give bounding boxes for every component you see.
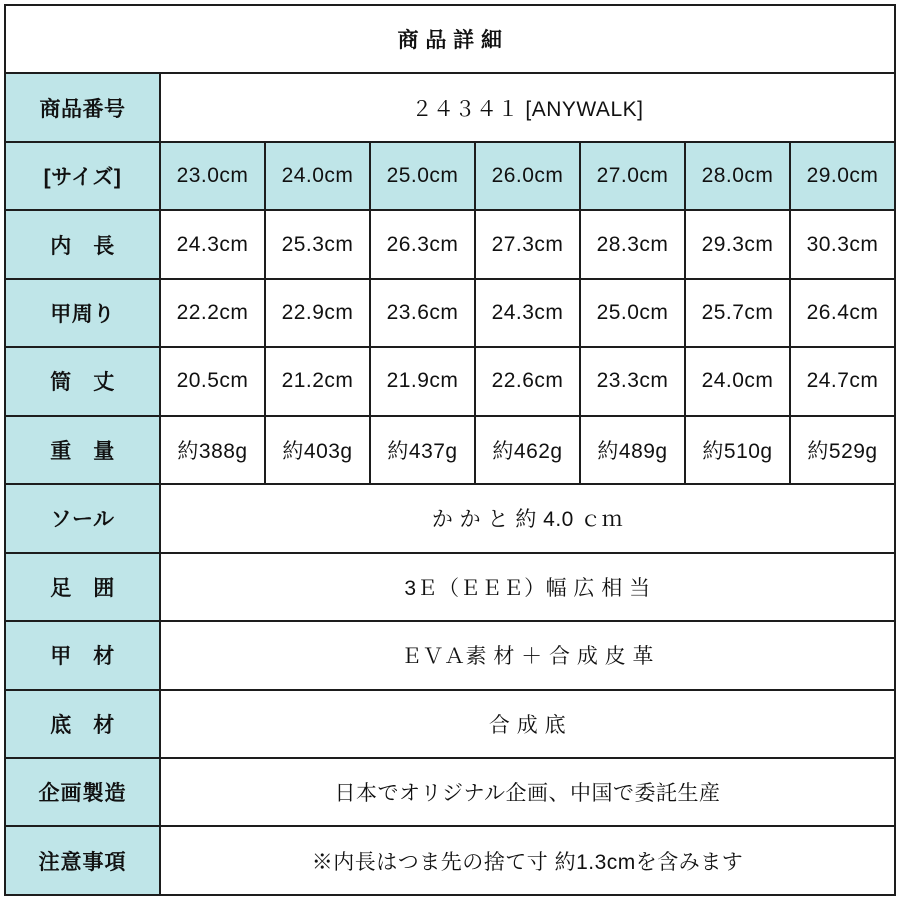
row-label-planning: 企画製造 (5, 758, 160, 826)
measure-cell: 21.9cm (370, 347, 475, 415)
size-header-cell: 28.0cm (685, 142, 790, 210)
size-header-cell: 25.0cm (370, 142, 475, 210)
size-header-cell: 24.0cm (265, 142, 370, 210)
measure-cell: 25.3cm (265, 210, 370, 278)
row-label-upper-material: 甲 材 (5, 621, 160, 689)
row-label-weight: 重 量 (5, 416, 160, 484)
measure-cell: 約437g (370, 416, 475, 484)
measure-cell: 25.7cm (685, 279, 790, 347)
size-header-cell: 27.0cm (580, 142, 685, 210)
row-label-width: 足 囲 (5, 553, 160, 621)
row-label-outsole-material: 底 材 (5, 690, 160, 758)
measure-cell: 約388g (160, 416, 265, 484)
table-row-sizes (5, 142, 895, 210)
row-label-notes: 注意事項 (5, 826, 160, 895)
table-row-outsole-material (5, 690, 895, 758)
table-row-inner-length (5, 210, 895, 278)
measure-cell: 30.3cm (790, 210, 895, 278)
measure-cell: 23.3cm (580, 347, 685, 415)
row-value-width: 3Ｅ（ＥＥＥ）幅 広 相 当 (160, 553, 895, 621)
table-row-product-number (5, 73, 895, 141)
table-row-title (5, 5, 895, 73)
row-value-planning: 日本でオリジナル企画、中国で委託生産 (160, 758, 895, 826)
measure-cell: 20.5cm (160, 347, 265, 415)
table-row-instep (5, 279, 895, 347)
measure-cell: 24.0cm (685, 347, 790, 415)
measure-cell: 約489g (580, 416, 685, 484)
measure-cell: 22.2cm (160, 279, 265, 347)
size-header-cell: 23.0cm (160, 142, 265, 210)
row-label-shaft: 筒 丈 (5, 347, 160, 415)
row-value-product-number: ２４３４１ [ANYWALK] (160, 73, 895, 141)
table-row-width (5, 553, 895, 621)
row-label-size: [サイズ] (5, 142, 160, 210)
measure-cell: 28.3cm (580, 210, 685, 278)
row-label-sole: ソール (5, 484, 160, 552)
measure-cell: 24.3cm (160, 210, 265, 278)
measure-cell: 27.3cm (475, 210, 580, 278)
row-value-outsole-material: 合 成 底 (160, 690, 895, 758)
size-header-cell: 26.0cm (475, 142, 580, 210)
table-row-upper-material (5, 621, 895, 689)
measure-cell: 約403g (265, 416, 370, 484)
row-value-notes: ※内長はつま先の捨て寸 約1.3cmを含みます (160, 826, 895, 895)
measure-cell: 21.2cm (265, 347, 370, 415)
measure-cell: 23.6cm (370, 279, 475, 347)
measure-cell: 24.3cm (475, 279, 580, 347)
measure-cell: 約529g (790, 416, 895, 484)
table-row-weight (5, 416, 895, 484)
size-header-cell: 29.0cm (790, 142, 895, 210)
measure-cell: 25.0cm (580, 279, 685, 347)
row-value-sole: か か と 約 4.0 ｃｍ (160, 484, 895, 552)
table-row-sole (5, 484, 895, 552)
table-row-shaft (5, 347, 895, 415)
measure-cell: 22.6cm (475, 347, 580, 415)
row-label-instep: 甲周り (5, 279, 160, 347)
measure-cell: 26.4cm (790, 279, 895, 347)
table-row-notes (5, 826, 895, 895)
page-title: 商 品 詳 細 (5, 5, 895, 73)
row-label-product-number: 商品番号 (5, 73, 160, 141)
measure-cell: 22.9cm (265, 279, 370, 347)
table-row-planning (5, 758, 895, 826)
measure-cell: 約462g (475, 416, 580, 484)
row-value-upper-material: ＥＶＡ素 材 ＋ 合 成 皮 革 (160, 621, 895, 689)
measure-cell: 29.3cm (685, 210, 790, 278)
measure-cell: 24.7cm (790, 347, 895, 415)
measure-cell: 約510g (685, 416, 790, 484)
measure-cell: 26.3cm (370, 210, 475, 278)
row-label-inner-length: 内 長 (5, 210, 160, 278)
product-spec-table (4, 4, 896, 896)
